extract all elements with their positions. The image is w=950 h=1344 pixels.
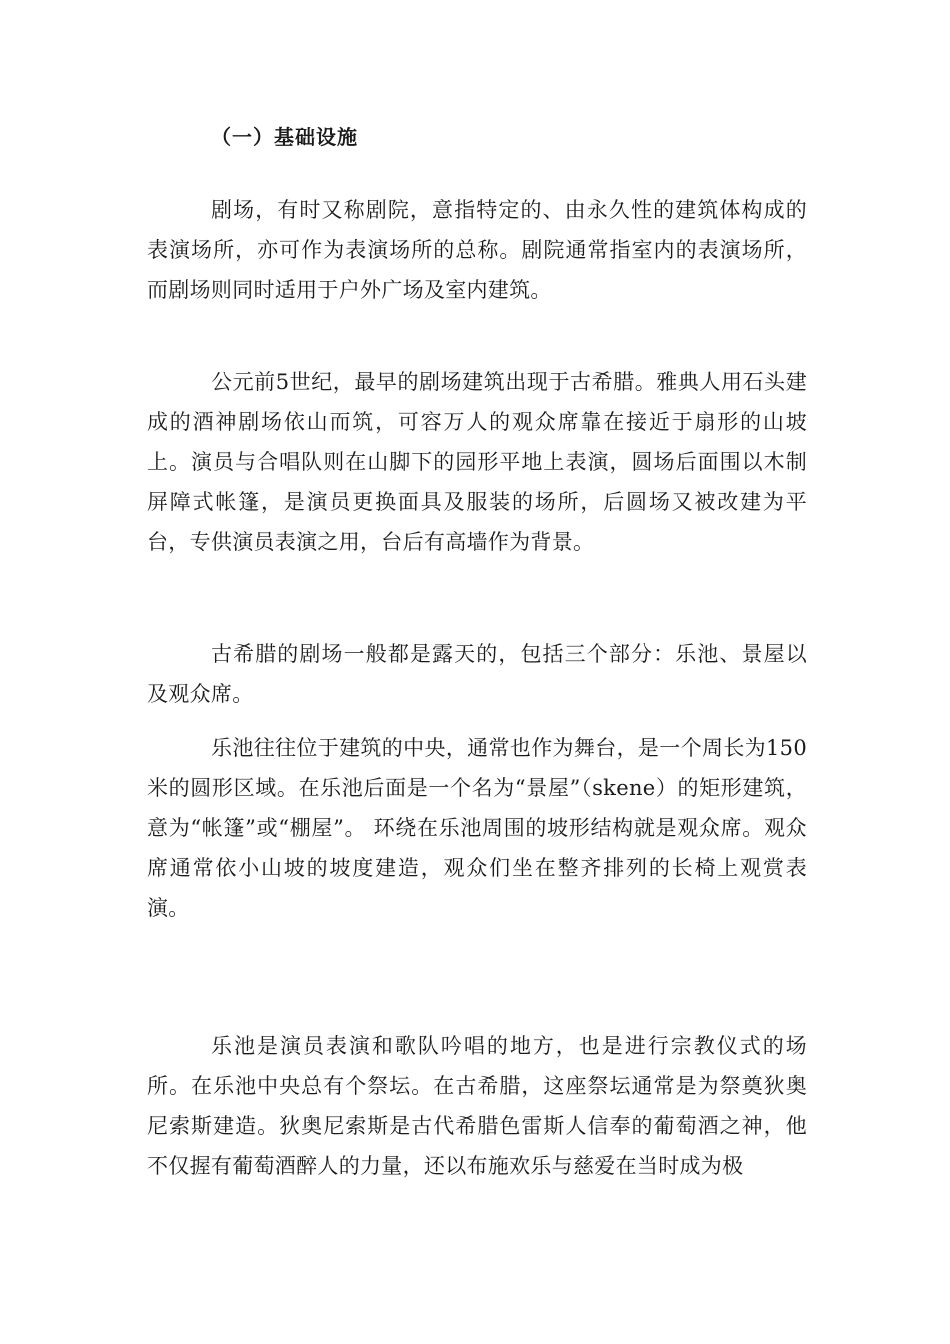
paragraph-altar: 乐池是演员表演和歌队吟唱的地方，也是进行宗教仪式的场所。在乐池中央总有个祭坛。在古希腊，这座祭坛通常是为祭奠狄奥尼索斯建造。狄奥尼索斯是古代希腊色雷斯人信奉的葡萄酒之神，他不仅握有葡萄酒醉人的力量，还以布施欢乐与慈爱在当时成为极 [147, 1034, 807, 1178]
paragraph-three-parts: 古希腊的剧场一般都是露天的，包括三个部分：乐池、景屋以及观众席。 [147, 642, 807, 706]
paragraph-orchestra: 乐池往往位于建筑的中央，通常也作为舞台，是一个周长为150米的圆形区域。在乐池后面是一个名为“景屋”（skene）的矩形建筑，意为“帐篷”或“棚屋”。 环绕在乐池周围的坡形结构就是观众席。观众席通常依小山坡的坡度建造，观众们坐在整齐排列的长椅上观赏表演。 [147, 736, 807, 920]
paragraph-theater-definition: 剧场，有时又称剧院，意指特定的、由永久性的建筑体构成的表演场所，亦可作为表演场所的总称。剧院通常指室内的表演场所，而剧场则同时适用于户外广场及室内建筑。 [147, 198, 807, 302]
section-heading: （一）基础设施 [211, 125, 358, 149]
paragraph-greek-origin: 公元前5世纪，最早的剧场建筑出现于古希腊。雅典人用石头建成的酒神剧场依山而筑，可容万人的观众席靠在接近于扇形的山坡上。演员与合唱队则在山脚下的园形平地上表演，圆场后面围以木制屏障式帐篷，是演员更换面具及服装的场所，后圆场又被改建为平台，专供演员表演之用，台后有高墙作为背景。 [147, 370, 807, 554]
